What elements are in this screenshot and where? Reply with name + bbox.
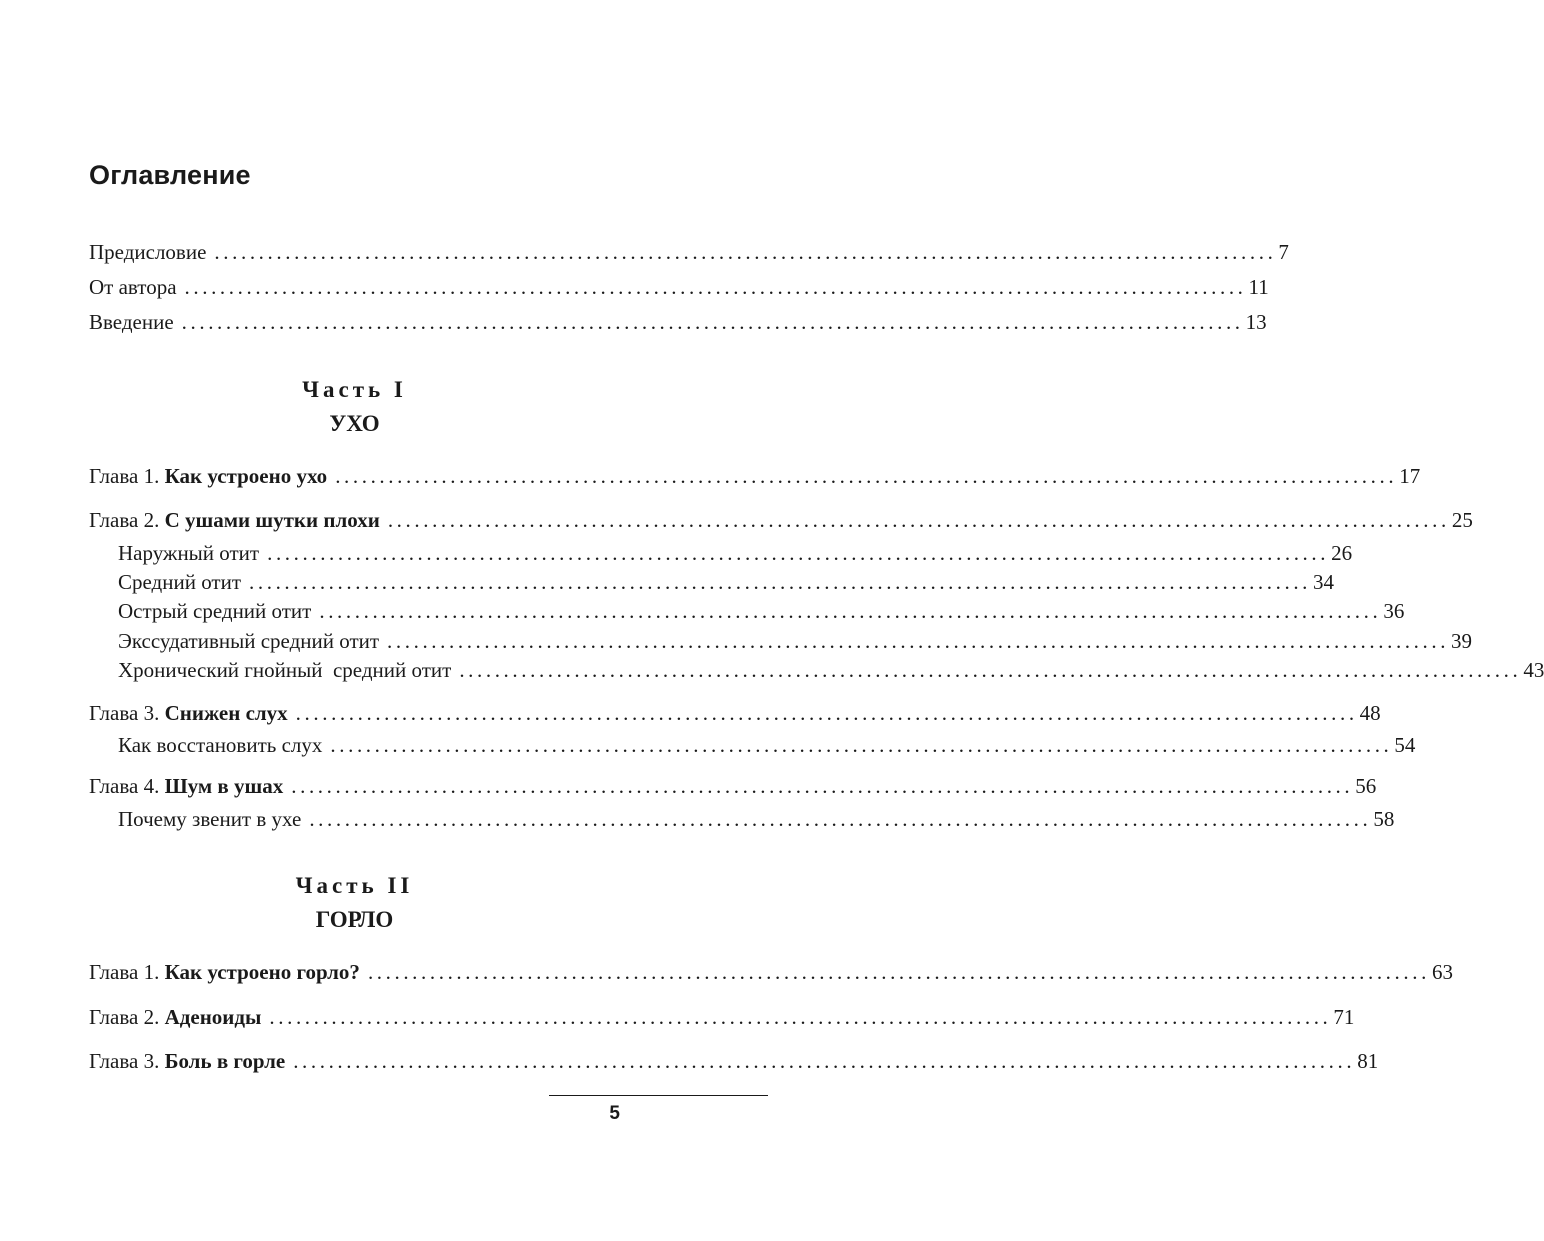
part-number: Часть I [302, 377, 407, 402]
page-ref: 81 [1357, 1049, 1379, 1073]
page-ref: 13 [1245, 310, 1267, 334]
toc-entry-preface: Предисловие ........................................................................................................................ 7 [89, 240, 1289, 264]
page-ref: 48 [1359, 701, 1381, 725]
toc-chapter: Глава 2. Аденоиды ........................................................................................................................ 71 [89, 1005, 1355, 1029]
leader-dots: ........................................................................................................................ [387, 629, 1450, 653]
leader-dots: ........................................................................................................................ [335, 464, 1398, 488]
page-ref: 43 [1523, 658, 1544, 682]
leader-dots: ........................................................................................................................ [269, 1005, 1332, 1029]
toc-chapter: Глава 3. Снижен слух ........................................................................................................................ 48 [89, 701, 1381, 725]
leader-dots: ........................................................................................................................ [184, 275, 1247, 299]
page-ref: 34 [1313, 570, 1335, 594]
toc-subsection: Хронический гнойный средний отит ........................................................................................................................ 43 [118, 658, 1544, 682]
toc-entry-introduction: Введение ........................................................................................................................ 13 [89, 310, 1267, 334]
page-ref: 25 [1451, 508, 1473, 532]
leader-dots: ........................................................................................................................ [295, 701, 1358, 725]
page-ref: 7 [1278, 240, 1289, 264]
leader-dots: ........................................................................................................................ [387, 508, 1450, 532]
page-ref: 26 [1331, 541, 1353, 565]
part-number: Часть II [295, 873, 414, 898]
leader-dots: ........................................................................................................................ [293, 1049, 1356, 1073]
footer-rule [549, 1095, 768, 1096]
page-number: 5 [609, 1103, 620, 1124]
toc-subsection: Почему звенит в ухе ........................................................................................................................ 58 [118, 807, 1395, 831]
toc-subsection: Как восстановить слух ........................................................................................................................ 54 [118, 733, 1416, 757]
leader-dots: ........................................................................................................................ [319, 599, 1382, 623]
toc-subsection: Экссудативный средний отит ........................................................................................................................ 39 [118, 629, 1473, 653]
leader-dots: ........................................................................................................................ [249, 570, 1312, 594]
leader-dots: ........................................................................................................................ [459, 658, 1522, 682]
leader-dots: ........................................................................................................................ [330, 733, 1393, 757]
page-ref: 56 [1355, 774, 1377, 798]
page-ref: 54 [1394, 733, 1416, 757]
leader-dots: ........................................................................................................................ [291, 774, 1354, 798]
toc-chapter: Глава 1. Как устроено ухо ........................................................................................................................ 17 [89, 464, 1421, 488]
toc-entry-from-author: От автора ........................................................................................................................ 11 [89, 275, 1269, 299]
leader-dots: ........................................................................................................................ [214, 240, 1277, 264]
leader-dots: ........................................................................................................................ [367, 960, 1430, 984]
toc-chapter: Глава 2. С ушами шутки плохи ........................................................................................................................ 25 [89, 508, 1473, 532]
page-ref: 17 [1399, 464, 1421, 488]
toc-subsection: Средний отит ........................................................................................................................ 34 [118, 570, 1335, 594]
page-title: Оглавление [89, 160, 251, 190]
page-ref: 11 [1248, 275, 1269, 299]
toc-chapter: Глава 1. Как устроено горло? ........................................................................................................................ 63 [89, 960, 1453, 984]
part-title: ГОРЛО [315, 907, 394, 932]
page-ref: 36 [1383, 599, 1405, 623]
toc-chapter: Глава 4. Шум в ушах ........................................................................................................................ 56 [89, 774, 1377, 798]
page-ref: 39 [1451, 629, 1473, 653]
toc-chapter: Глава 3. Боль в горле ........................................................................................................................ 81 [89, 1049, 1379, 1073]
toc-subsection: Наружный отит ........................................................................................................................ 26 [118, 541, 1353, 565]
leader-dots: ........................................................................................................................ [309, 807, 1372, 831]
part-title: УХО [329, 411, 380, 436]
page-ref: 58 [1373, 807, 1395, 831]
leader-dots: ........................................................................................................................ [181, 310, 1244, 334]
leader-dots: ........................................................................................................................ [267, 541, 1330, 565]
toc-subsection: Острый средний отит ........................................................................................................................ 36 [118, 599, 1405, 623]
page-ref: 63 [1431, 960, 1453, 984]
page-ref: 71 [1333, 1005, 1355, 1029]
